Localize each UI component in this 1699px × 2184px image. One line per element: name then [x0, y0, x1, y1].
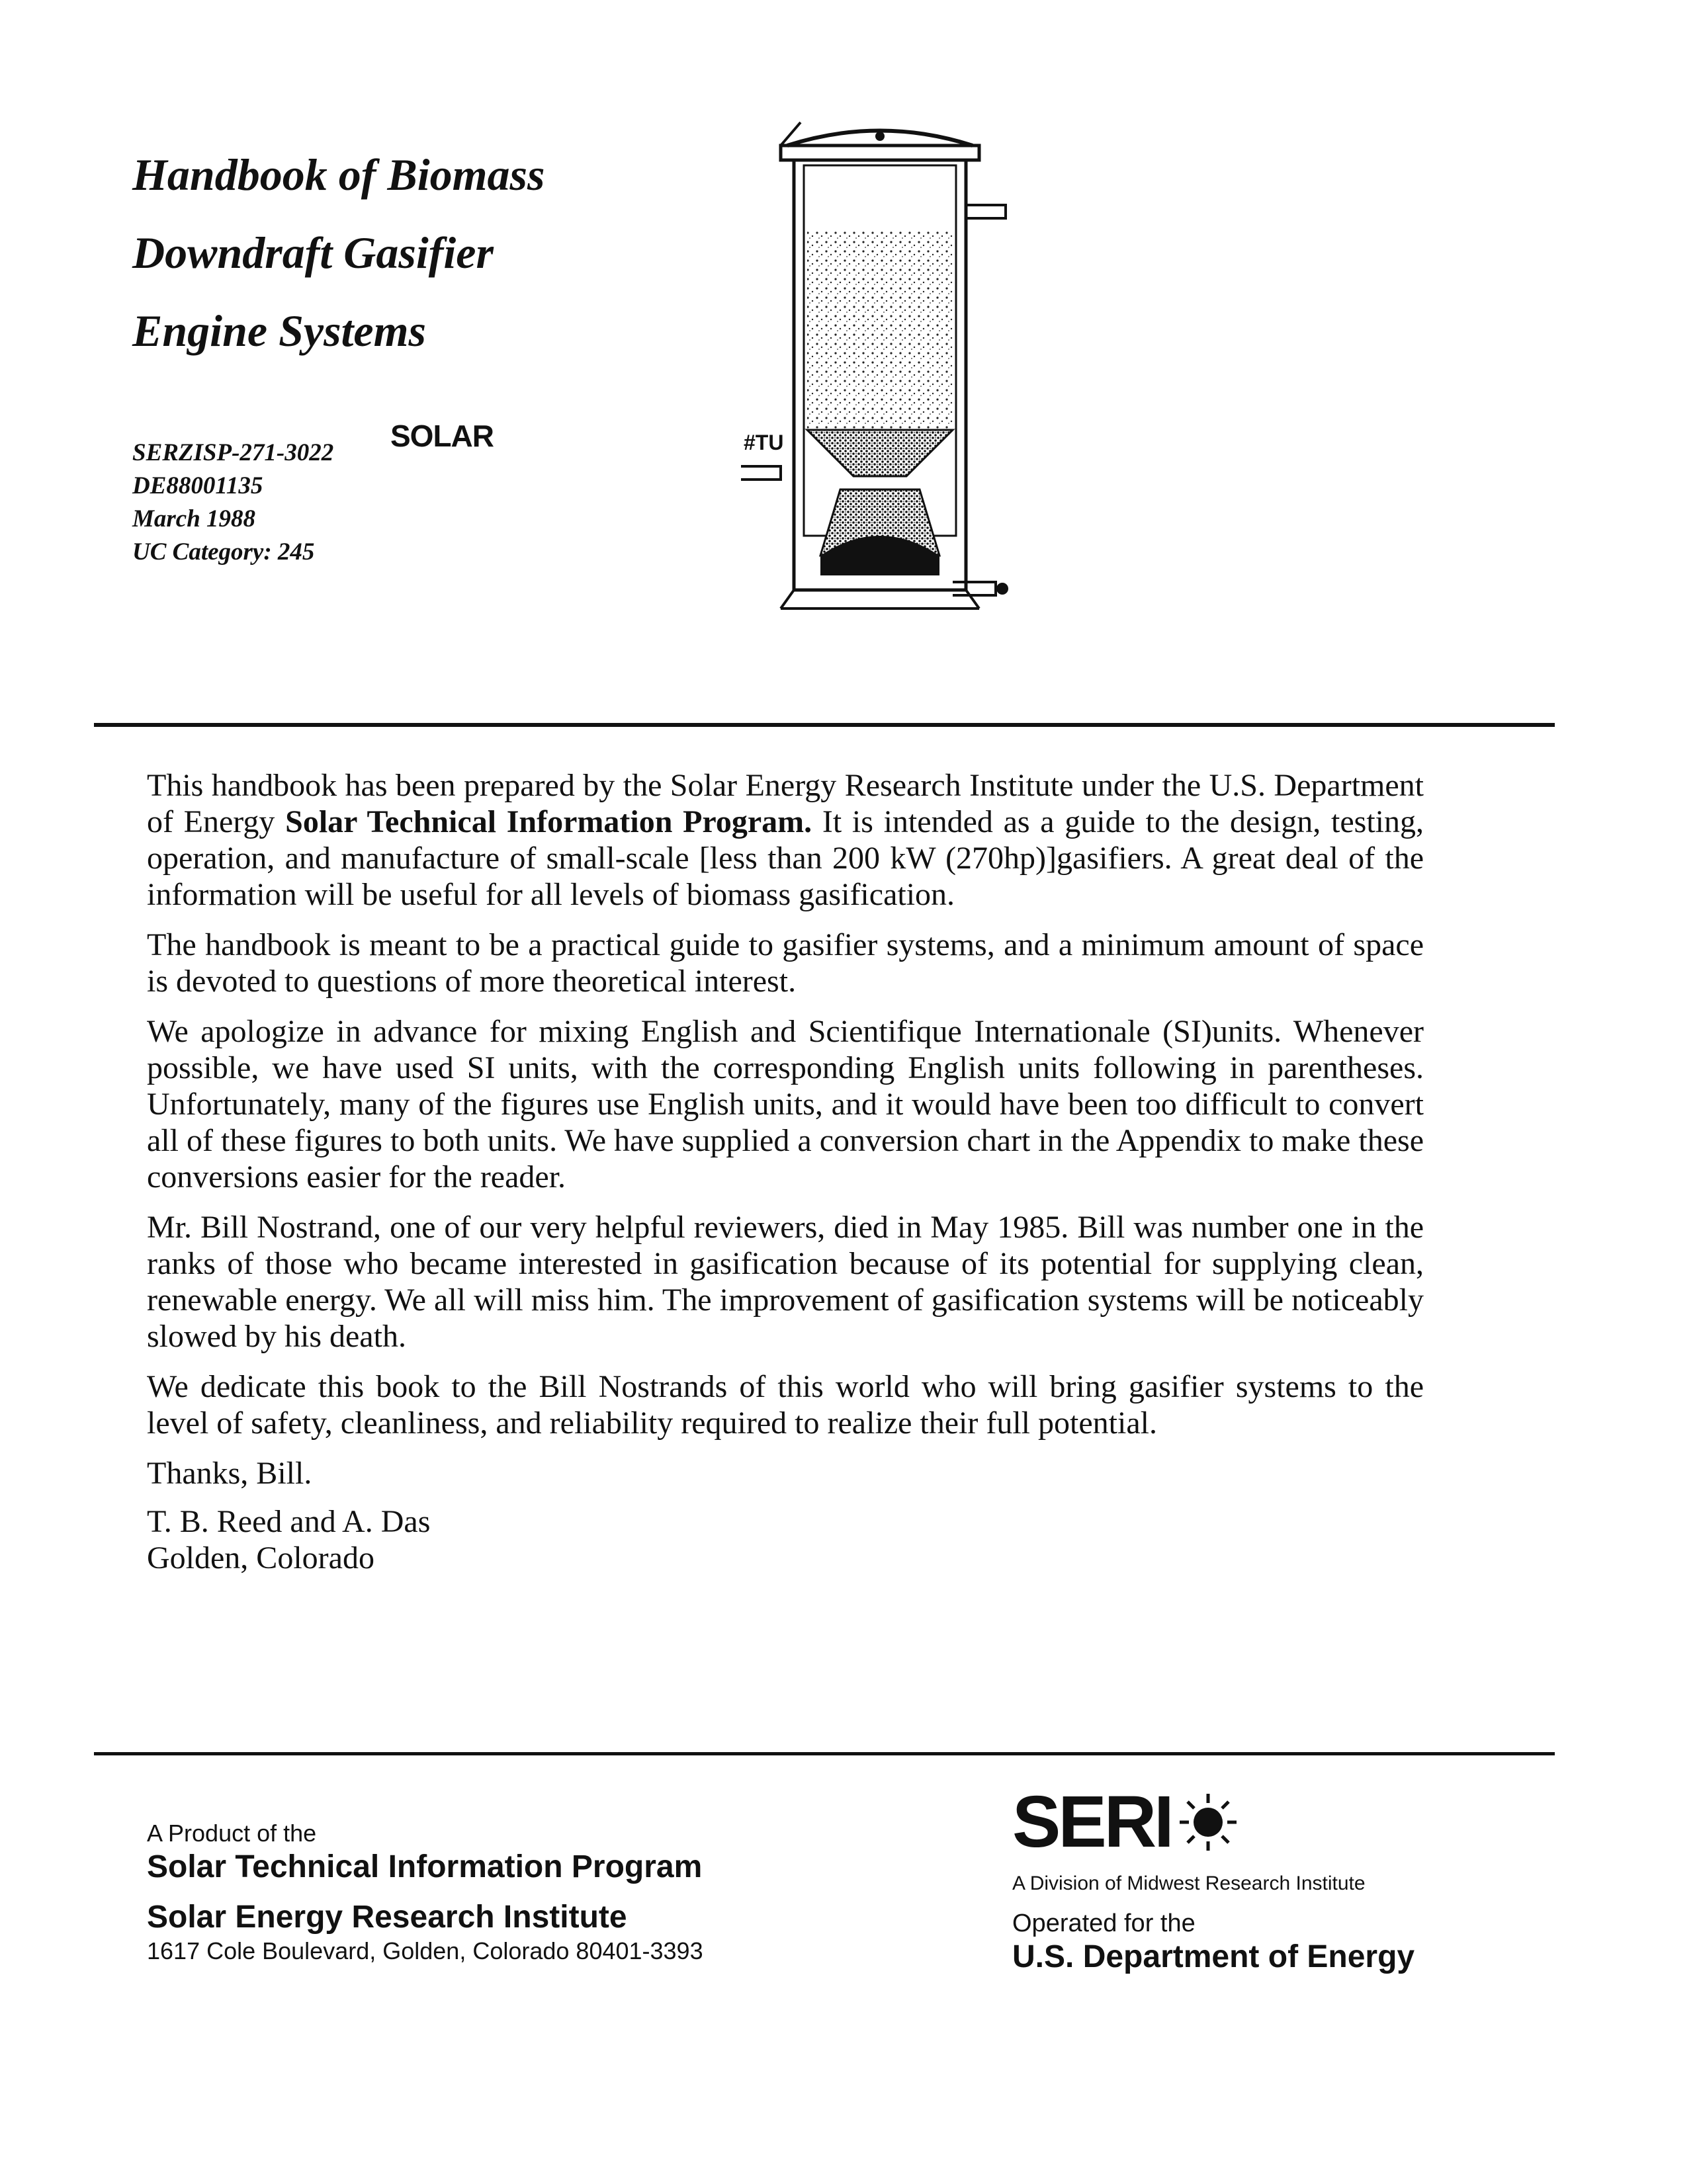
doe-number: DE88001135 — [132, 472, 263, 499]
institute-name: Solar Energy Research Institute — [147, 1900, 627, 1935]
seri-logo — [1012, 1781, 1415, 1863]
paragraph-1-text-a: This handbook has been prepared by the Solar Energy Research Institute under the U.S. Department of Energy — [147, 768, 1424, 839]
signature — [147, 1503, 1424, 1576]
uc-category: UC Category: 245 — [132, 538, 315, 566]
top-divider — [94, 723, 1555, 727]
paragraph-4: Mr. Bill Nostrand, one of our very helpful reviewers, died in May 1985. Bill was number one in the ranks of those who became interested in gasification because of its potential for supplying clean, renewable energy. We all will miss him. The improvement of gasification systems will be noticeably slowed by his death. — [147, 1210, 1424, 1354]
paragraph-1-text-b: It is intended as a guide to the design, testing, operation, and manufacture of small-scale [less than 200 kW (270hp)]gasifiers. A great deal of the information will be useful for all levels of biomass gasification. — [147, 804, 1424, 912]
signature-authors: T. B. Reed and A. Das — [147, 1504, 431, 1539]
division-label: A Division of Midwest Research Institute — [1012, 1872, 1366, 1894]
document-title — [132, 136, 545, 370]
paragraph-1 — [147, 767, 1424, 913]
title-line-2: Downdraft Gasifier — [132, 228, 494, 278]
seri-logo-text: SERI — [1012, 1781, 1172, 1863]
department-name: U.S. Department of Energy — [1012, 1939, 1415, 1974]
solar-stamp: SOLAR — [390, 419, 494, 453]
report-metadata — [132, 437, 333, 569]
program-title: Solar Technical Information Program — [147, 1849, 703, 1884]
sunburst-logo-icon — [1178, 1792, 1238, 1852]
paragraph-2: The handbook is meant to be a practical guide to gasifier systems, and a minimum amount of space is devoted to questions of more theoretical interest. — [147, 927, 1424, 999]
title-line-1: Handbook of Biomass — [132, 149, 545, 200]
signature-place: Golden, Colorado — [147, 1540, 374, 1575]
publication-date: March 1988 — [132, 505, 256, 532]
title-line-3: Engine Systems — [132, 306, 426, 356]
product-of-label: A Product of the — [147, 1820, 317, 1847]
paragraph-5: We dedicate this book to the Bill Nostrands of this world who will bring gasifier systems to the level of safety, cleanliness, and reliability required to realize their full potential. — [147, 1369, 1424, 1441]
footer-seri-info — [1012, 1781, 1415, 1976]
footer-product-info — [147, 1819, 703, 1966]
gasifier-illustration — [741, 119, 1019, 638]
foreword-body — [147, 767, 1424, 1590]
institute-address: 1617 Cole Boulevard, Golden, Colorado 80401-3393 — [147, 1937, 703, 1964]
report-number: SERZISP-271-3022 — [132, 439, 334, 466]
program-name-bold: Solar Technical Information Program. — [285, 804, 812, 839]
svg-text:#TU: #TU — [744, 431, 784, 454]
downdraft-gasifier-icon — [741, 119, 1019, 635]
paragraph-3: We apologize in advance for mixing English and Scientifique Internationale (SI)units. Whenever possible, we have used SI units, with the corresponding English units following in parentheses. Unfortunately, many of the figures use English units, and it would have been too difficult to convert all of these figures to both units. We have supplied a conversion chart in the Appendix to make these conversions easier for the reader. — [147, 1014, 1424, 1195]
paragraph-thanks: Thanks, Bill. — [147, 1456, 312, 1491]
operated-for-label: Operated for the — [1012, 1910, 1196, 1937]
bottom-divider — [94, 1752, 1555, 1755]
